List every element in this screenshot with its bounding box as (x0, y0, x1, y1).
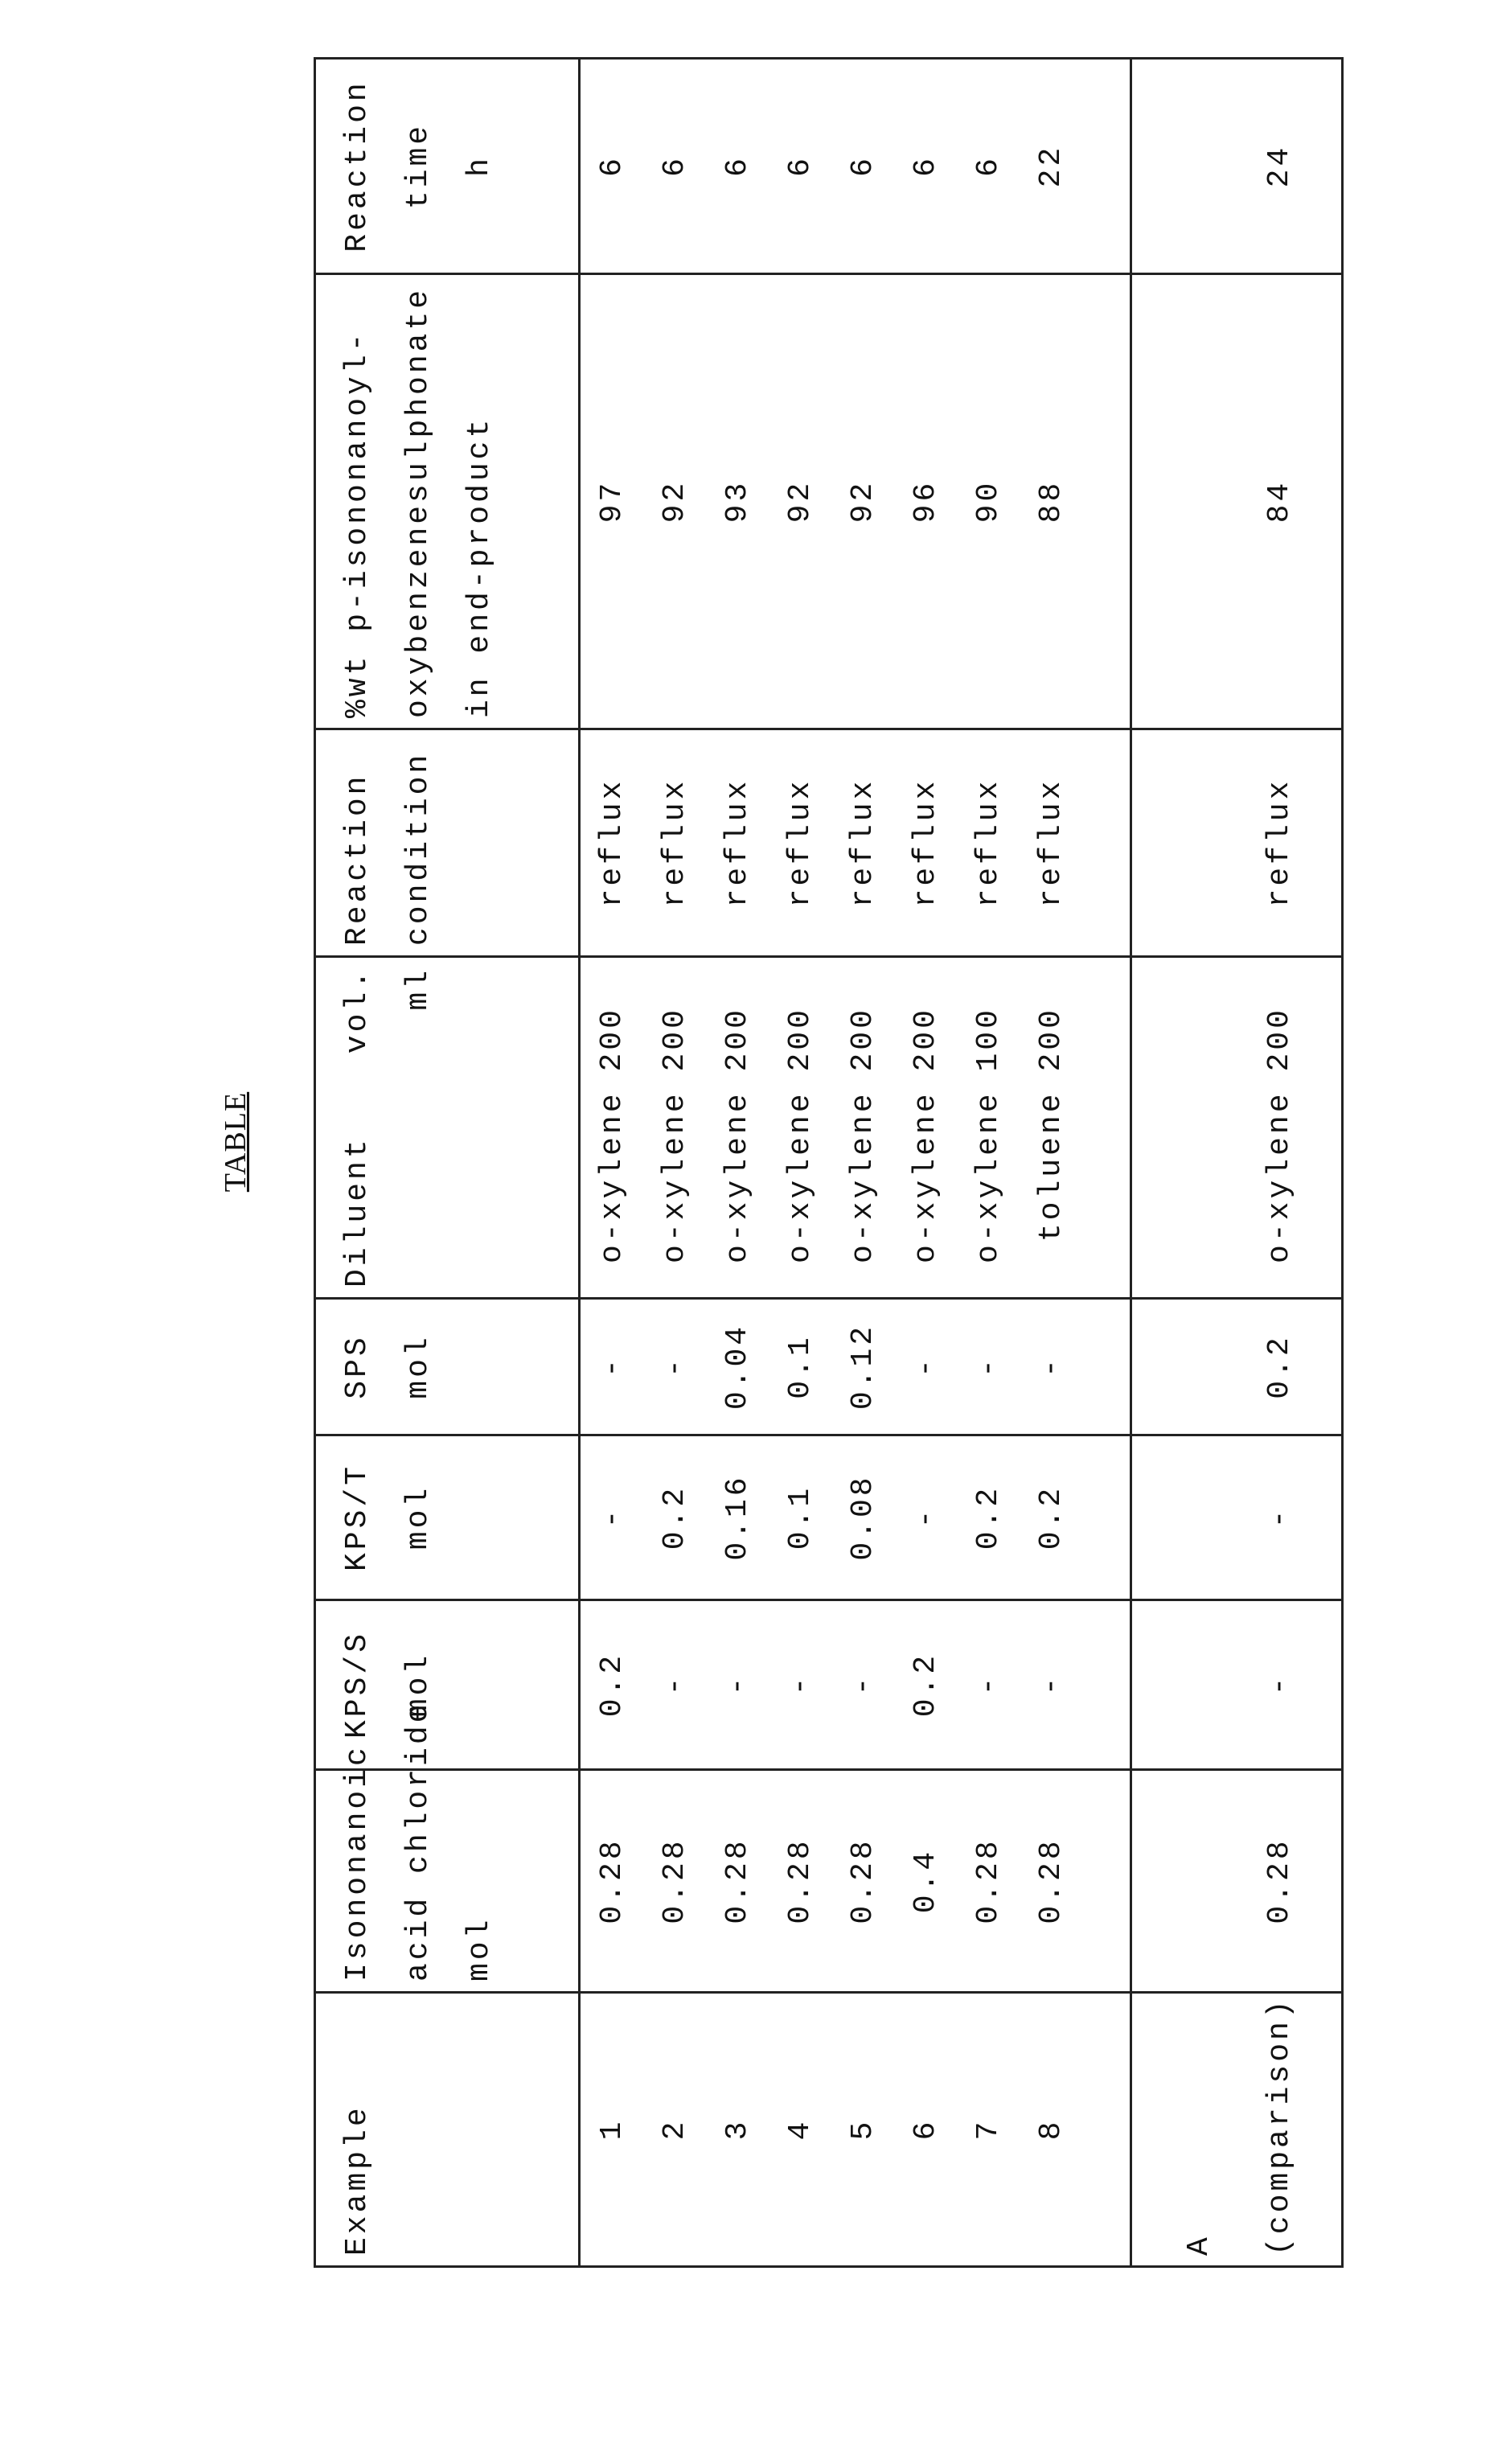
cell-sps: 0.04 (706, 1299, 769, 1435)
cell-kps-s: - (1020, 1600, 1082, 1770)
cell-reaction-condition: reflux (831, 729, 894, 957)
cell-wt-percent-product: 96 (894, 274, 957, 729)
cell-kps-t: 0.2 (1020, 1435, 1082, 1600)
cell-reaction-condition: reflux (706, 729, 769, 957)
header-diluent: Diluent (315, 1082, 580, 1299)
cell-diluent-volume: 200 (1020, 957, 1082, 1082)
cell-kps-t: - (894, 1435, 957, 1600)
cell-diluent: toluene (1020, 1082, 1082, 1299)
table-row (580, 59, 644, 2267)
table-row (831, 59, 894, 2267)
cell-reaction-time: 6 (957, 59, 1020, 274)
cell-reaction-time: 6 (831, 59, 894, 274)
cell-isononanoic-acid-chloride: 0.28 (580, 1770, 644, 1993)
cell-kps-t: 0.2 (643, 1435, 706, 1600)
cell-wt-percent-product: 90 (957, 274, 1020, 729)
cell-wt-percent-product: 88 (1020, 274, 1082, 729)
cell-reaction-time: 6 (894, 59, 957, 274)
spacer-cell (1082, 1299, 1131, 1435)
spacer-cell (1082, 1993, 1131, 2267)
cell-wt-percent-product: 92 (769, 274, 831, 729)
table-title: TABLE (218, 1092, 253, 1192)
cell-example: 4 (769, 1993, 831, 2267)
cell-kps-t: 0.2 (957, 1435, 1020, 1600)
comparison-sps: 0.2 (1131, 1299, 1343, 1435)
comparison-kps-s: - (1131, 1600, 1343, 1770)
cell-wt-percent-product: 97 (580, 274, 644, 729)
cell-example: 6 (894, 1993, 957, 2267)
cell-isononanoic-acid-chloride: 0.28 (957, 1770, 1020, 1993)
cell-example: 2 (643, 1993, 706, 2267)
spacer-cell (1082, 729, 1131, 957)
cell-diluent: o-xylene (643, 1082, 706, 1299)
cell-reaction-condition: reflux (643, 729, 706, 957)
header-reaction-time: Reaction time h (315, 59, 580, 274)
table-row (894, 59, 957, 2267)
cell-reaction-time: 6 (643, 59, 706, 274)
cell-kps-t: 0.08 (831, 1435, 894, 1600)
header-kps-t: KPS/T mol (315, 1435, 580, 1600)
cell-diluent: o-xylene (706, 1082, 769, 1299)
table-row (706, 59, 769, 2267)
cell-sps: - (957, 1299, 1020, 1435)
cell-isononanoic-acid-chloride: 0.28 (769, 1770, 831, 1993)
cell-diluent: o-xylene (831, 1082, 894, 1299)
cell-kps-s: - (831, 1600, 894, 1770)
spacer-cell (1082, 274, 1131, 729)
comparison-reaction-condition: reflux (1131, 729, 1343, 957)
cell-isononanoic-acid-chloride: 0.28 (706, 1770, 769, 1993)
header-wt-percent-product: %wt p-isononanoyl- oxybenzenesulphonate in end-product (315, 274, 580, 729)
header-diluent-volume: vol. ml (315, 957, 580, 1082)
spacer-cell (1082, 59, 1131, 274)
cell-kps-s: - (706, 1600, 769, 1770)
cell-kps-s: 0.2 (580, 1600, 644, 1770)
header-row (315, 59, 580, 2267)
cell-example: 5 (831, 1993, 894, 2267)
spacer-cell (1082, 1600, 1131, 1770)
comparison-kps-t: - (1131, 1435, 1343, 1600)
cell-reaction-time: 6 (769, 59, 831, 274)
cell-kps-s: - (643, 1600, 706, 1770)
cell-kps-s: - (769, 1600, 831, 1770)
cell-sps: - (643, 1299, 706, 1435)
cell-reaction-condition: reflux (957, 729, 1020, 957)
cell-isononanoic-acid-chloride: 0.4 (894, 1770, 957, 1993)
cell-reaction-condition: reflux (580, 729, 644, 957)
cell-reaction-time: 6 (706, 59, 769, 274)
cell-reaction-time: 6 (580, 59, 644, 274)
cell-kps-s: 0.2 (894, 1600, 957, 1770)
cell-reaction-condition: reflux (894, 729, 957, 957)
cell-kps-t: - (580, 1435, 644, 1600)
cell-example: 3 (706, 1993, 769, 2267)
table-row (769, 59, 831, 2267)
cell-sps: - (580, 1299, 644, 1435)
cell-diluent-volume: 200 (580, 957, 644, 1082)
cell-sps: 0.1 (769, 1299, 831, 1435)
cell-reaction-condition: reflux (1020, 729, 1082, 957)
cell-example: 7 (957, 1993, 1020, 2267)
cell-reaction-time: 22 (1020, 59, 1082, 274)
header-kps-s: KPS/S mol (315, 1600, 580, 1770)
spacer-cell (1082, 1770, 1131, 1993)
cell-sps: - (894, 1299, 957, 1435)
cell-diluent-volume: 200 (831, 957, 894, 1082)
rotated-table-container (314, 60, 1303, 2268)
comparison-diluent: o-xylene (1131, 1082, 1343, 1299)
cell-sps: - (1020, 1299, 1082, 1435)
cell-diluent-volume: 200 (894, 957, 957, 1082)
spacer-cell (1082, 1082, 1131, 1299)
comparison-example: A (comparison) (1131, 1993, 1343, 2267)
cell-example: 8 (1020, 1993, 1082, 2267)
comparison-isononanoic-acid-chloride: 0.28 (1131, 1770, 1343, 1993)
cell-isononanoic-acid-chloride: 0.28 (831, 1770, 894, 1993)
cell-isononanoic-acid-chloride: 0.28 (643, 1770, 706, 1993)
cell-diluent: o-xylene (580, 1082, 644, 1299)
comparison-wt-percent-product: 84 (1131, 274, 1343, 729)
cell-diluent-volume: 100 (957, 957, 1020, 1082)
table-row (957, 59, 1020, 2267)
cell-diluent-volume: 200 (769, 957, 831, 1082)
header-reaction-condition: Reaction condition (315, 729, 580, 957)
comparison-diluent-volume: 200 (1131, 957, 1343, 1082)
cell-diluent: o-xylene (894, 1082, 957, 1299)
cell-wt-percent-product: 93 (706, 274, 769, 729)
comparison-row (1131, 59, 1343, 2267)
cell-example: 1 (580, 1993, 644, 2267)
cell-wt-percent-product: 92 (831, 274, 894, 729)
cell-diluent: o-xylene (957, 1082, 1020, 1299)
header-sps: SPS mol (315, 1299, 580, 1435)
cell-kps-s: - (957, 1600, 1020, 1770)
cell-isononanoic-acid-chloride: 0.28 (1020, 1770, 1082, 1993)
header-isononanoic-acid-chloride: Isononanoic acid chloride mol (315, 1770, 580, 1993)
comparison-reaction-time: 24 (1131, 59, 1343, 274)
table-row (1020, 59, 1082, 2267)
cell-sps: 0.12 (831, 1299, 894, 1435)
spacer-cell (1082, 957, 1131, 1082)
cell-wt-percent-product: 92 (643, 274, 706, 729)
cell-kps-t: 0.16 (706, 1435, 769, 1600)
data-table (314, 57, 1344, 2268)
spacer-cell (1082, 1435, 1131, 1600)
cell-reaction-condition: reflux (769, 729, 831, 957)
table-row (643, 59, 706, 2267)
cell-diluent-volume: 200 (643, 957, 706, 1082)
header-example: Example (315, 1993, 580, 2267)
cell-diluent: o-xylene (769, 1082, 831, 1299)
spacer-row (1082, 59, 1131, 2267)
cell-kps-t: 0.1 (769, 1435, 831, 1600)
cell-diluent-volume: 200 (706, 957, 769, 1082)
